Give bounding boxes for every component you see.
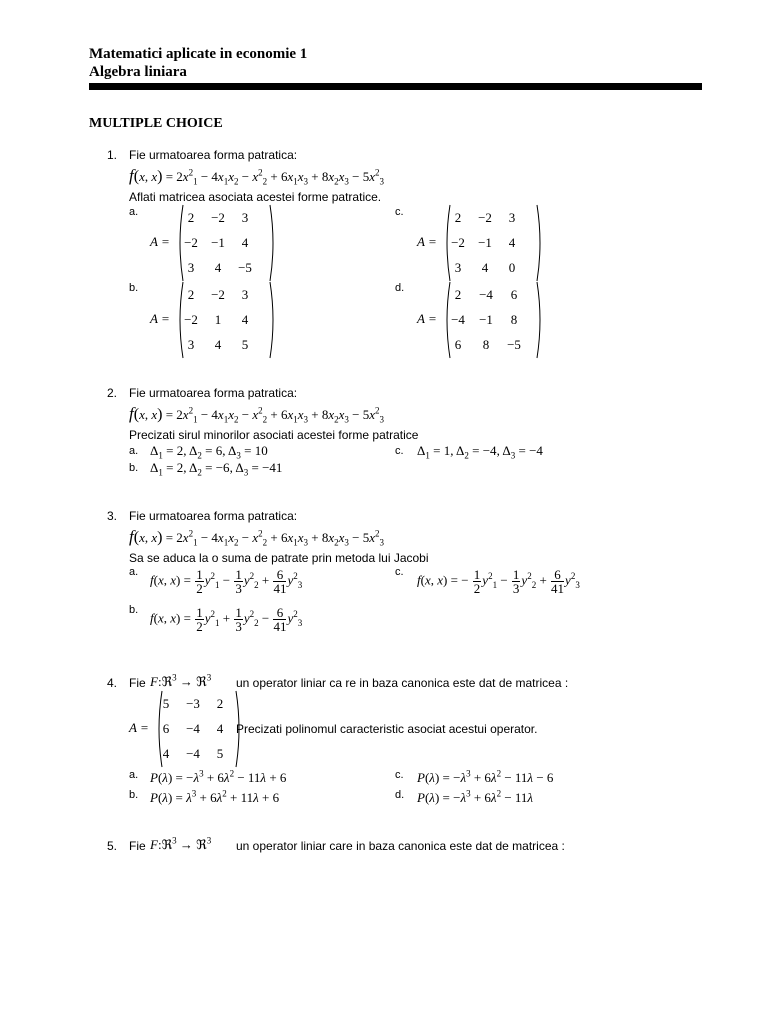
q4-option-a-label: a.	[129, 769, 139, 781]
q3-option-c-label: c.	[395, 566, 404, 578]
matrix-cell: −1	[211, 235, 225, 250]
matrix-cell: −4	[479, 287, 493, 302]
q1-option-b-matrix	[150, 281, 275, 359]
q2-option-b-label: b.	[129, 462, 139, 474]
q2-option-b: $\Delta_1 = 2$, $\Delta_2 = -6$, $\Delta_3 = -41$	[150, 460, 283, 478]
matrix-cell: −5	[238, 260, 252, 275]
matrix-cell: 2	[187, 210, 195, 225]
matrix-cell: 4	[508, 235, 516, 250]
q5-fie: Fie	[129, 839, 146, 853]
q3-option-a: f(x, x) = $\frac{1}{2}$ $y^2_1$ − $\frac{1}{3}$ $y^2_2$ + $\frac{6}{41}$ $y^2_3$	[150, 567, 303, 596]
q2-task: Precizati sirul minorilor asociati acestei forme patratice	[129, 428, 419, 442]
right-bracket	[269, 204, 277, 282]
q4-option-d: $P(\lambda) = -\lambda^3 + 6\lambda^2 - 11\lambda$	[417, 788, 534, 805]
matrix-cell: −4	[186, 721, 200, 736]
matrix-cell: 2	[216, 696, 224, 711]
matrix-cell: 2	[187, 287, 195, 302]
q4-option-d-label: d.	[395, 789, 405, 801]
q2-option-c-label: c.	[395, 445, 404, 457]
matrix-cell: 3	[454, 260, 462, 275]
document-title: Matematici aplicate in economie 1	[89, 46, 308, 62]
matrix-cell: 4	[162, 746, 170, 761]
matrix-cell: 1	[214, 312, 222, 327]
matrix-cell: −2	[184, 235, 198, 250]
matrix-cell: 6	[162, 721, 170, 736]
q2-number: 2.	[107, 386, 118, 400]
matrix-cell: 4	[214, 337, 222, 352]
matrix-cell: 6	[510, 287, 518, 302]
matrix-cell: 4	[214, 260, 222, 275]
q4-option-b-label: b.	[129, 789, 139, 801]
q1-formula: f(x, $x) = 2x^2_1 - 4x_1x_2 - x^2_2 + 6x_1x_3 + 8x_2x_3 - 5x^2_3$	[129, 166, 385, 187]
q5-number: 5.	[107, 839, 118, 853]
matrix-symbol: A =	[129, 720, 149, 735]
q3-task: Sa se aduca la o suma de patrate prin metoda lui Jacobi	[129, 551, 429, 565]
matrix-cell: 2	[454, 287, 462, 302]
q1-option-a-label: a.	[129, 206, 139, 218]
q2-option-a: $\Delta_1 = 2$, $\Delta_2 = 6$, $\Delta_3 = 10$	[150, 443, 268, 461]
matrix-cell: −1	[478, 235, 492, 250]
matrix-cell: −2	[211, 287, 225, 302]
q4-matrix	[129, 690, 241, 768]
matrix-symbol: A =	[417, 311, 437, 326]
q5-operator-mapping: F:ℜ$^3$ → ℜ$^3$	[150, 835, 212, 852]
q1-option-d-label: d.	[395, 282, 405, 294]
q1-option-b-label: b.	[129, 282, 139, 294]
matrix-cell: 3	[241, 210, 249, 225]
matrix-cell: −2	[478, 210, 492, 225]
matrix-cell: −5	[507, 337, 521, 352]
q5-description: un operator liniar care in baza canonica este dat de matricea :	[236, 839, 565, 853]
matrix-cell: −4	[186, 746, 200, 761]
matrix-cell: 4	[216, 721, 224, 736]
matrix-cell: 4	[241, 312, 249, 327]
matrix-cell: 4	[481, 260, 489, 275]
matrix-cell: 6	[454, 337, 462, 352]
q1-task: Aflati matricea asociata acestei forme patratice.	[129, 190, 382, 204]
matrix-cell: −3	[186, 696, 200, 711]
matrix-cell: 5	[216, 746, 224, 761]
q3-option-b-label: b.	[129, 604, 139, 616]
q1-option-a-matrix	[150, 204, 275, 282]
matrix-cell: 0	[508, 260, 516, 275]
q3-option-c: f(x, x) = − $\frac{1}{2}$ $y^2_1$ − $\frac{1}{3}$ $y^2_2$ + $\frac{6}{41}$ $y^2_3$	[417, 567, 580, 596]
matrix-cell: 8	[510, 312, 518, 327]
matrix-cell: −1	[479, 312, 493, 327]
matrix-cell: 5	[241, 337, 249, 352]
q4-operator-mapping: F:ℜ$^3$ → ℜ$^3$	[150, 672, 212, 689]
q1-option-c-matrix	[417, 204, 542, 282]
q4-number: 4.	[107, 676, 118, 690]
q1-number: 1.	[107, 148, 118, 162]
q3-option-b: f(x, x) = $\frac{1}{2}$ $y^2_1$ + $\frac{1}{3}$ $y^2_2$ − $\frac{6}{41}$ $y^2_3$	[150, 605, 303, 634]
matrix-cell: 5	[162, 696, 170, 711]
q3-option-a-label: a.	[129, 566, 139, 578]
section-title: MULTIPLE CHOICE	[89, 116, 223, 131]
matrix-cell: 3	[508, 210, 516, 225]
header-rule	[89, 83, 702, 90]
q1-option-c-label: c.	[395, 206, 404, 218]
matrix-cell: 8	[482, 337, 490, 352]
q1-option-d-matrix	[417, 281, 542, 359]
matrix-cell: −2	[211, 210, 225, 225]
right-bracket	[536, 281, 544, 359]
matrix-symbol: A =	[150, 234, 170, 249]
matrix-cell: 2	[454, 210, 462, 225]
q4-task: Precizati polinomul caracteristic asociat acestui operator.	[236, 722, 538, 736]
matrix-symbol: A =	[150, 311, 170, 326]
q3-intro: Fie urmatoarea forma patratica:	[129, 509, 298, 523]
matrix-cell: −2	[451, 235, 465, 250]
matrix-cell: 3	[187, 260, 195, 275]
q3-formula: f(x, $x) = 2x^2_1 - 4x_1x_2 - x^2_2 + 6x_1x_3 + 8x_2x_3 - 5x^2_3$	[129, 527, 385, 548]
matrix-cell: −4	[451, 312, 465, 327]
q4-option-a: $P(\lambda) = -\lambda^3 + 6\lambda^2 - 11\lambda + 6$	[150, 768, 287, 785]
document-subtitle: Algebra liniara	[89, 64, 187, 80]
q2-option-c: $\Delta_1 = 1$, $\Delta_2 = -4$, $\Delta_3 = -4$	[417, 443, 543, 461]
q4-option-c-label: c.	[395, 769, 404, 781]
right-bracket	[536, 204, 544, 282]
q4-fie: Fie	[129, 676, 146, 690]
q4-option-c: $P(\lambda) = -\lambda^3 + 6\lambda^2 - 11\lambda - 6$	[417, 768, 554, 785]
q3-number: 3.	[107, 509, 118, 523]
q2-option-a-label: a.	[129, 445, 139, 457]
q4-option-b: $P(\lambda) = \lambda^3 + 6\lambda^2 + 11\lambda + 6$	[150, 788, 280, 805]
matrix-cell: 3	[241, 287, 249, 302]
q2-intro: Fie urmatoarea forma patratica:	[129, 386, 298, 400]
q2-formula: f(x, $x) = 2x^2_1 - 4x_1x_2 - x^2_2 + 6x_1x_3 + 8x_2x_3 - 5x^2_3$	[129, 404, 385, 425]
q1-intro: Fie urmatoarea forma patratica:	[129, 148, 298, 162]
q4-description: un operator liniar ca re in baza canonica este dat de matricea :	[236, 676, 569, 690]
matrix-cell: −2	[184, 312, 198, 327]
right-bracket	[269, 281, 277, 359]
matrix-cell: 4	[241, 235, 249, 250]
matrix-cell: 3	[187, 337, 195, 352]
matrix-symbol: A =	[417, 234, 437, 249]
